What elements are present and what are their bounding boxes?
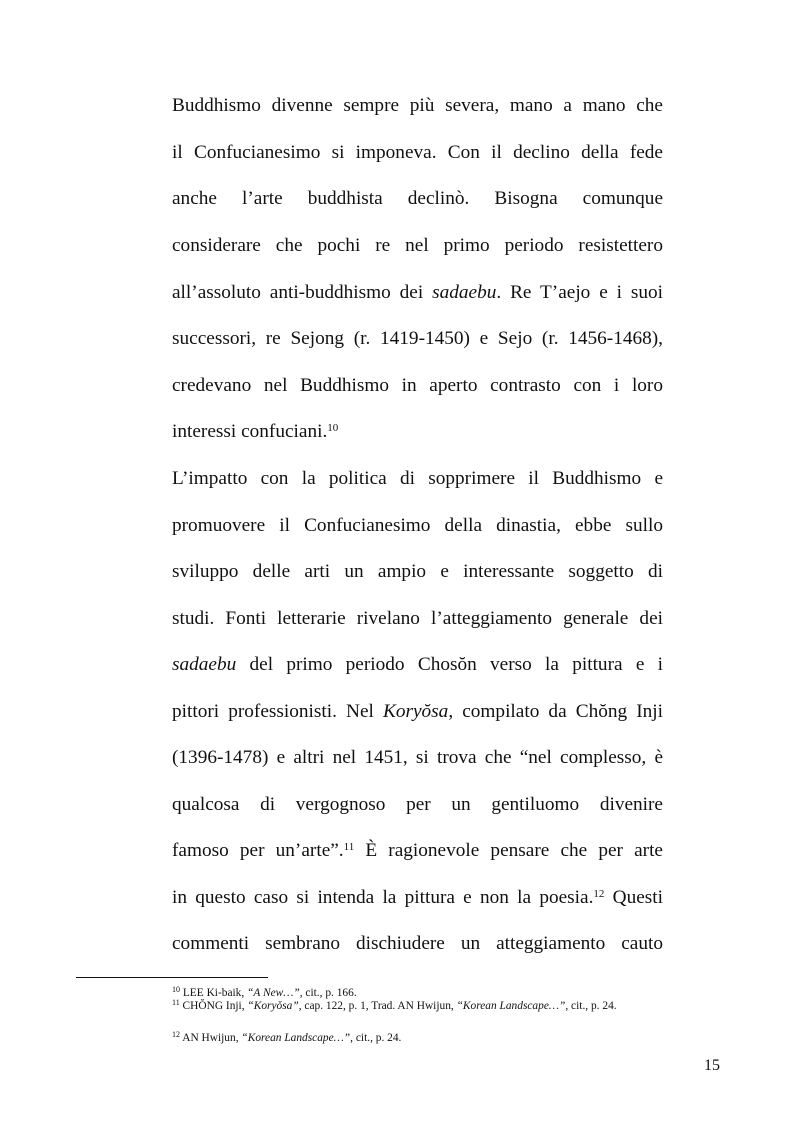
text-line: pittori professionisti. Nel Koryŏsa, compilato da Chŏng Inji [172,701,664,722]
text-line: credevano nel Buddhismo in aperto contrasto con i loro [172,375,663,396]
text-line: il Confucianesimo si imponeva. Con il declino della fede [172,142,663,163]
text-line: studi. Fonti letterarie rivelano l’atteggiamento generale dei [172,608,663,629]
text-line: anche l’arte buddhista declinò. Bisogna comunque [172,188,663,209]
footnote-ref: 11 [343,841,355,853]
footnote-ref: 12 [593,888,605,900]
footnote-10: $^{10}$ LEE Ki-baik, “A New…”, cit., p. 166. [172,985,357,999]
text-line: in questo caso si intenda la pittura e non la poesia.$^{12}$ Questi [172,887,663,908]
text-line: commenti sembrano dischiudere un atteggiamento cauto [172,933,663,954]
text-line: Buddhismo divenne sempre più severa, mano a mano che [172,95,663,116]
footnote-12: $^{12}$ AN Hwijun, “Korean Landscape…”, cit., p. 24. [172,1030,402,1044]
text-line: famoso per un’arte”.$^{11}$ È ragionevole pensare che per arte [172,840,663,861]
footnote-separator [76,977,268,978]
text-line: qualcosa di vergognoso per un gentiluomo divenire [172,794,663,815]
text-line: considerare che pochi re nel primo periodo resistettero [172,235,663,256]
text-line: all’assoluto anti-buddhismo dei sadaebu. Re T’aejo e i suoi [172,282,663,303]
text-line: interessi confuciani.$^{10}$ [172,421,339,442]
footnote-ref: 10 [327,422,339,434]
text-line: sviluppo delle arti un ampio e interessante soggetto di [172,561,663,582]
text-line: (1396-1478) e altri nel 1451, si trova che “nel complesso, è [172,747,663,768]
page-number: 15 [704,1057,720,1074]
text-line: L’impatto con la politica di sopprimere il Buddhismo e [172,468,663,489]
text-line: successori, re Sejong (r. 1419-1450) e Sejo (r. 1456-1468), [172,328,663,349]
footnote-11: $^{11}$ CHŎNG Inji, “Koryŏsa”, cap. 122, p. 1, Trad. AN Hwijun, “Korean Landscape…”, cit., p. 24. [172,998,617,1012]
text-line: promuovere il Confucianesimo della dinastia, ebbe sullo [172,515,663,536]
text-line: sadaebu del primo periodo Chosŏn verso la pittura e i [172,654,663,675]
